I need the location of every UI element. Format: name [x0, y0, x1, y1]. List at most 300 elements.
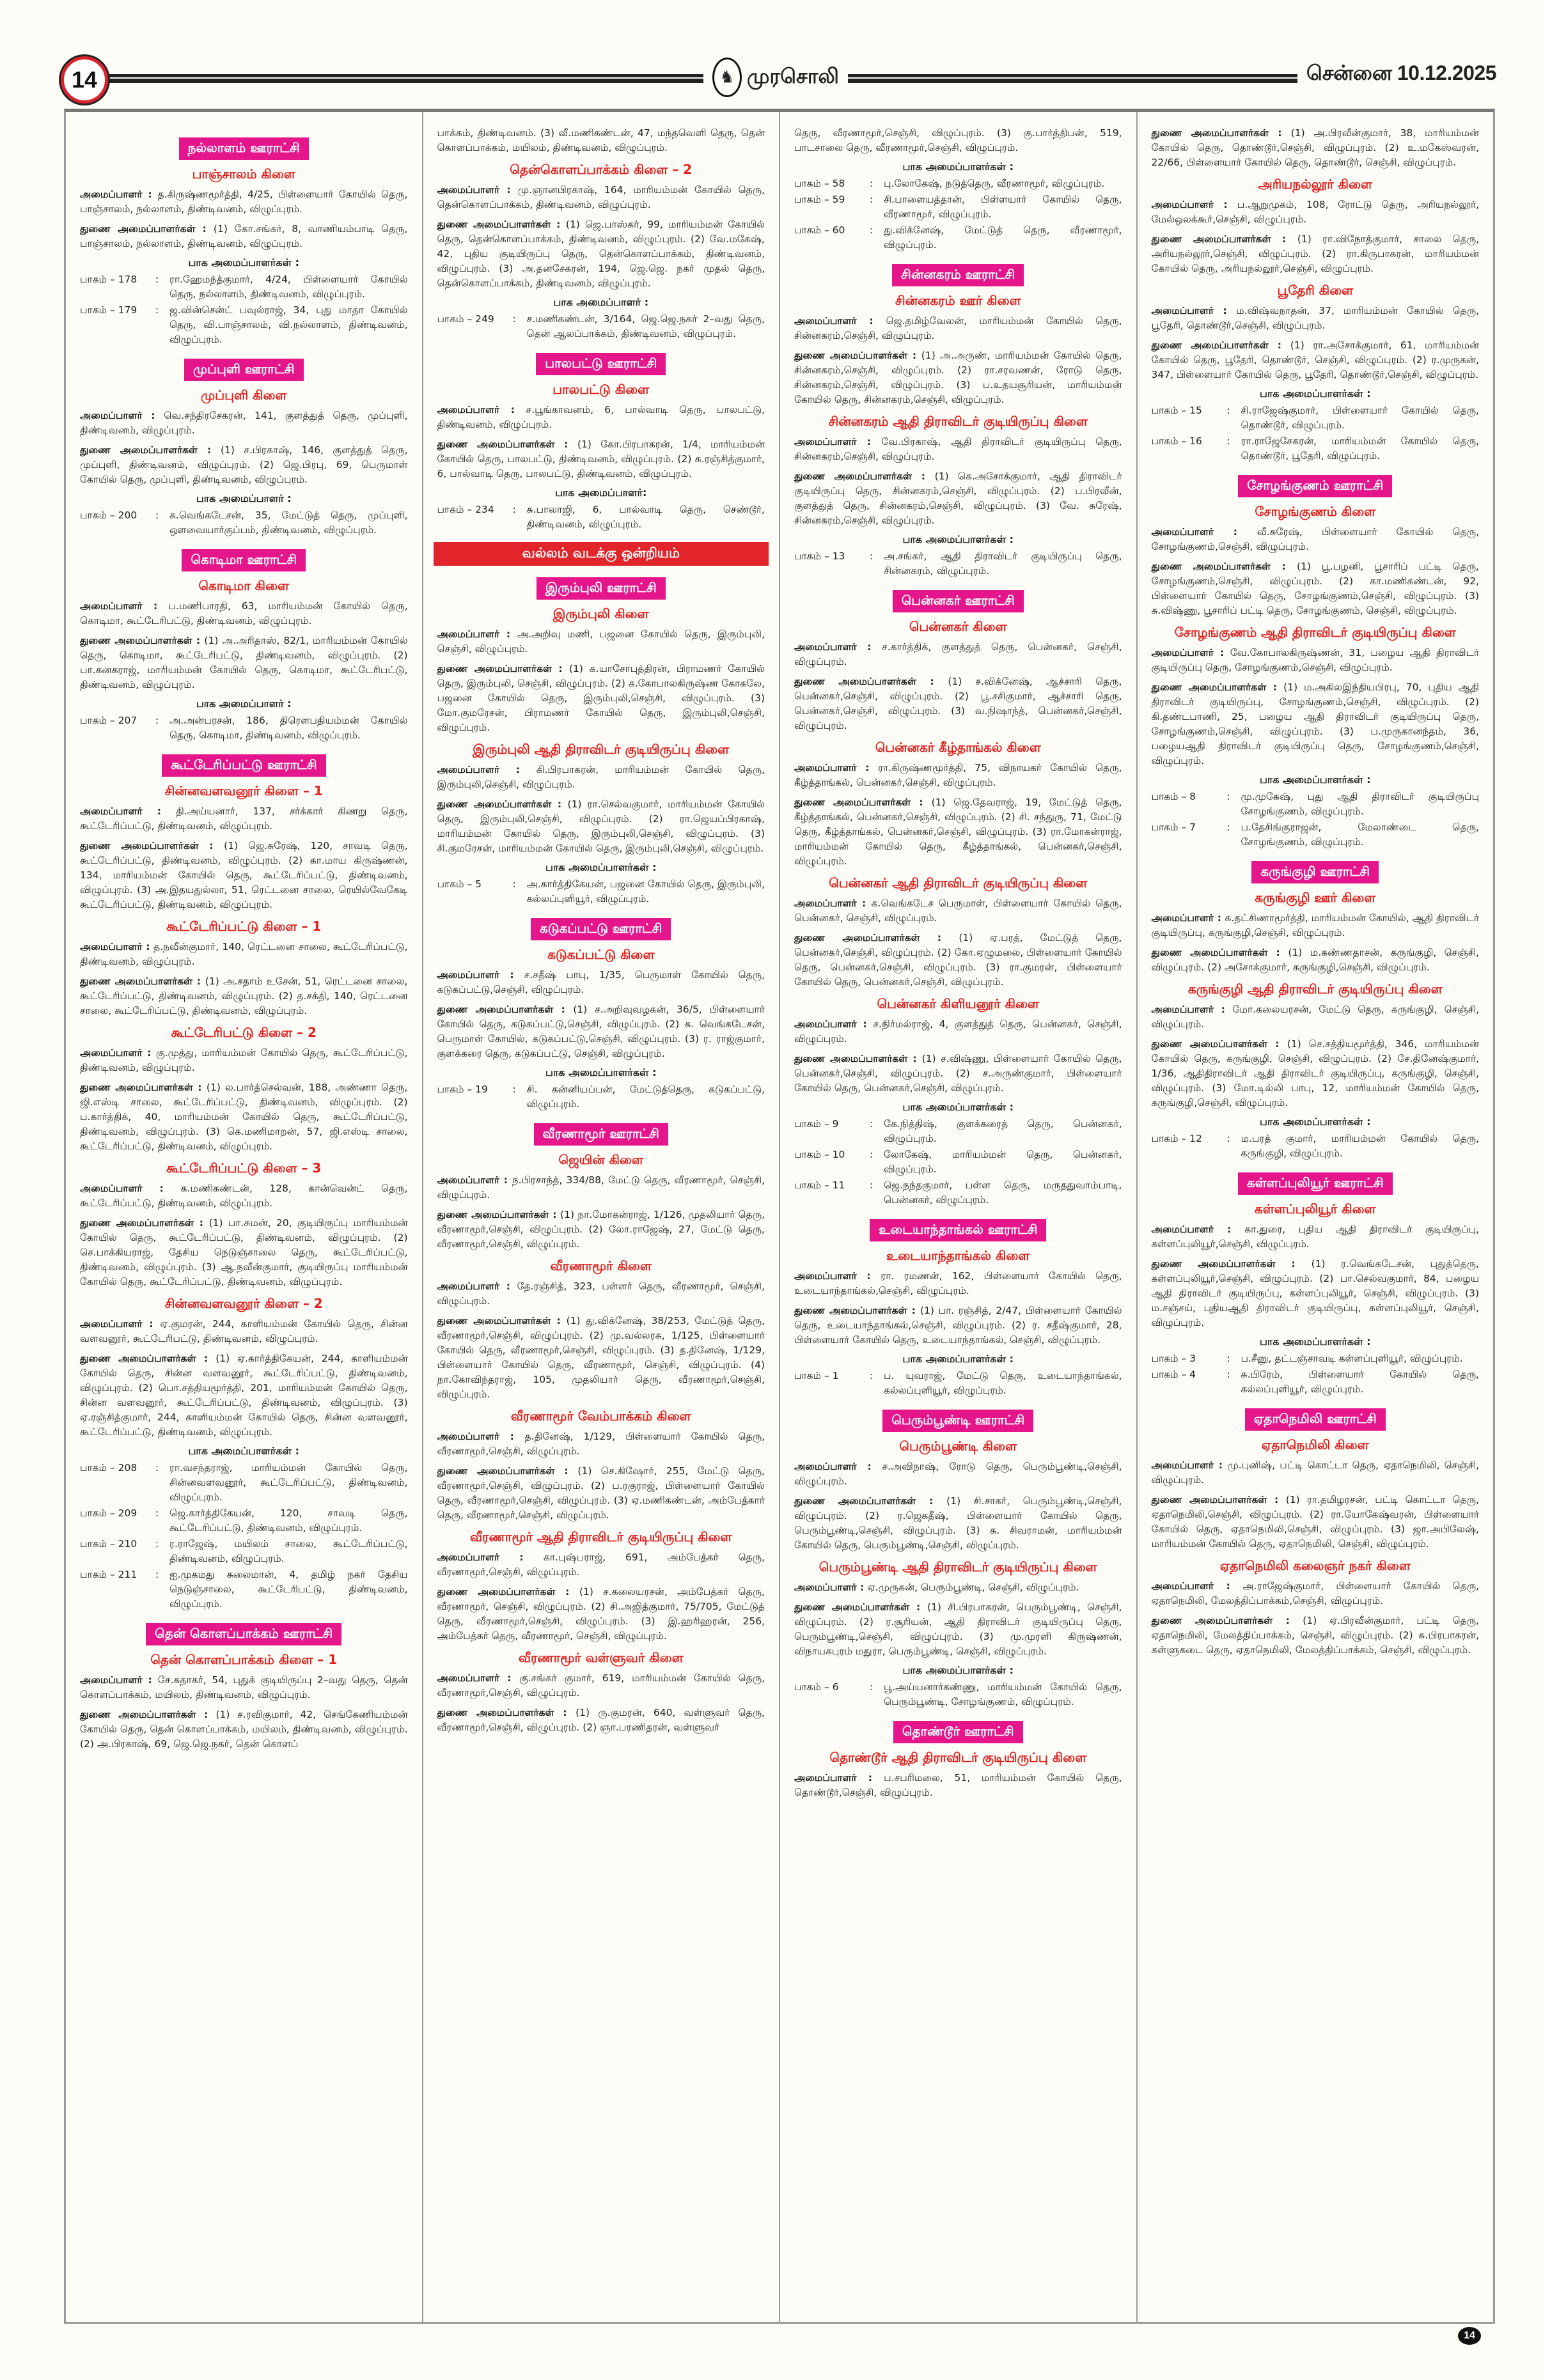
organizer-entry: [437, 1279, 765, 1309]
entry-label: அமைப்பாளர் :: [437, 1672, 519, 1684]
branch-heading: ஜெயின் கிளை: [558, 1152, 643, 1167]
organizer-entry: [437, 403, 765, 432]
booth-number: பாகம் – 179: [80, 304, 137, 316]
booth-entry: [794, 1369, 1122, 1398]
booth-organizer: து.விக்னேஷ், மேட்டுத் தெரு, வீரணாமூர், விழுப்புரம்.: [884, 224, 1122, 251]
entry-label: துணை அமைப்பாளர்கள் :: [794, 932, 959, 944]
branch-heading: ஏதாநெமிலி கலைஞர் நகர் கிளை: [1219, 1558, 1411, 1573]
entry-label: அமைப்பாளர் :: [437, 1552, 544, 1563]
separator: :: [870, 1149, 873, 1160]
entry-text: (1) ச.அறிவுவழகன், 36/5, பிள்ளையார் கோயில் தெரு, கடுகப்பட்டு,செஞ்சி, விழுப்புரம். (2) சு. வெங்கடேசன், பெருமாள் கோயில், கடுகப்பட்டு,செஞ்சி, விழுப்புரம். (3) ர. ராஜ்குமார், குளக்கரை தெரு, கடுகப்பட்டு, செஞ்சி, விழுப்புரம்.: [437, 1004, 765, 1059]
booth-entry: [80, 272, 408, 302]
branch-heading: பென்னகர் ஆதி திராவிடர் குடியிருப்பு கிளை: [829, 875, 1088, 891]
separator: :: [155, 1507, 159, 1519]
entry-label: அமைப்பாளர் :: [794, 1772, 884, 1784]
entry-text: (1) சி.பிரபாகரன், பெரும்பூண்டி, செஞ்சி, விழுப்புரம். (2) ர.சூரியன், ஆதி திராவிடர் குடியிருப்பு தெரு, பெரும்பூண்டி,செஞ்சி, விழுப்புரம். (3) மு.முரளி கிருஷ்ணன், விநாயகபுரம் மதுரா, பெரும்பூண்டி, செஞ்சி, விழுப்புரம்.: [794, 1601, 1122, 1657]
entry-label: அமைப்பாளர் :: [80, 1183, 181, 1194]
separator: :: [155, 715, 159, 726]
entry-text: க.வெங்கடேச பெருமாள், பிள்ளையார் கோயில் தெரு, பென்னகர், செஞ்சி, விழுப்புரம்.: [794, 898, 1122, 924]
entry-text: ப.மணிபாரதி, 63, மாரியம்மன் கோயில் தெரு, கொடிமா, கூட்டேரிபட்டு, திண்டிவனம், விழுப்புரம்.: [80, 600, 408, 626]
organizer-entry: [794, 1459, 1122, 1489]
entry-label: துணை அமைப்பாளர்கள் :: [80, 1082, 207, 1093]
branch-heading: இரும்புலி ஆதி திராவிடர் குடியிருப்பு கிளை: [473, 742, 730, 757]
branch-heading: கொடிமா கிளை: [198, 578, 290, 593]
entry-text: (1) து.விக்னேஷ், 38/253, மேட்டுத் தெரு, வீரணாமூர்,செஞ்சி, விழுப்புரம். (2) மு.வல்லரசு, 1/125, பிள்ளையார் கோயில் தெரு, வீரணாமூர்,செஞ்சி, விழுப்புரம். (3) த.தினேஷ், 1/129, பிள்ளையார் கோயில் தெரு, வீரணாமூர், செஞ்சி, விழுப்புரம். (4) நா.கோவிந்தராஜ், 105, முதலியார் தெரு, வீரணாமூர்,செஞ்சி, விழுப்புரம்.: [437, 1315, 765, 1400]
organizer-entry: [437, 763, 765, 792]
booth-organizer: லோகேஷ், மாரியம்மன் தெரு, பென்னகர், விழுப்புரம்.: [884, 1149, 1122, 1175]
organizer-entry: [80, 599, 408, 628]
booth-number: பாகம் – 211: [80, 1569, 137, 1580]
separator: :: [512, 504, 516, 515]
separator: :: [1226, 791, 1230, 802]
organizer-entry: [794, 1580, 1122, 1595]
booth-number: பாகம் – 9: [794, 1118, 839, 1130]
deputy-organizers-entry: [794, 1052, 1122, 1096]
deputy-organizers-entry: [794, 931, 1122, 990]
booth-organizer: க.வெங்கடேசன், 35, மேட்டுத் தெரு, முப்புளி, ஔவையார்குப்பம், திண்டிவனம், விழுப்புரம்.: [169, 509, 408, 536]
entry-label: துணை அமைப்பாளர்கள் :: [80, 444, 221, 456]
article-columns: [64, 109, 1495, 2324]
panchayat-name: உடையாந்தாங்கல் ஊராட்சி: [870, 1219, 1046, 1241]
booth-entry: [437, 312, 765, 341]
entry-label: துணை அமைப்பாளர்கள் :: [1151, 127, 1291, 139]
deputy-organizers-entry: [1152, 1614, 1480, 1658]
booth-number: பாகம் – 12: [1151, 1133, 1202, 1144]
organizer-entry: [794, 640, 1122, 669]
booth-number: பாகம் – 11: [794, 1179, 845, 1191]
panchayat-name: கடுகப்பட்டு ஊராட்சி: [531, 918, 671, 940]
entry-text: க.தட்சிணாமூர்த்தி, மாரியம்மன் கோயில், ஆதி திராவிடர் குடியிருப்பு, கருங்குழி,செஞ்சி, விழுப்புரம்.: [1151, 912, 1479, 938]
branch-heading: பெரும்பூண்டி கிளை: [899, 1438, 1017, 1454]
booth-subheading: பாக அமைப்பாளர்கள் :: [902, 533, 1014, 545]
panchayat-heading: [1152, 1408, 1480, 1431]
entry-text: (1) அ.சதாம் உசேன், 51, ரெட்டனை சாலை, கூட்டேரிப்பட்டு, திண்டிவனம், விழுப்புரம். (2) த.சக்தி, 140, ரெட்டனை சாலை, கூட்டேரிப்பட்டு, திண்டிவனம், விழுப்புரம்.: [80, 976, 408, 1016]
entry-label: அமைப்பாளர் :: [80, 941, 154, 953]
booth-number: பாகம் – 10: [794, 1149, 845, 1160]
deputy-organizers-entry: [80, 839, 408, 912]
organizer-entry: [1152, 1458, 1480, 1488]
entry-label: துணை அமைப்பாளர்கள் :: [437, 1209, 561, 1220]
entry-label: அமைப்பாளர் :: [437, 1431, 525, 1442]
entry-label: அமைப்பாளர் :: [1151, 1004, 1233, 1015]
entry-label: துணை அமைப்பாளர்கள் :: [437, 439, 578, 450]
panchayat-name: பாலபட்டு ஊராட்சி: [536, 353, 666, 375]
panchayat-heading: [80, 1623, 408, 1645]
entry-label: அமைப்பாளர் :: [794, 315, 886, 327]
booth-organizer: ரா.வசந்தராஜ், மாரியம்மன் கோயில் தெரு, சின்னவளவனூர், கூட்டேரிப்பட்டு, திண்டிவனம், விழுப்புரம்.: [169, 1462, 408, 1503]
entry-text: மோ.கலையரசன், மேட்டு தெரு, கருங்குழி, செஞ்சி, விழுப்புரம்.: [1151, 1004, 1480, 1030]
organizer-entry: [437, 1671, 765, 1700]
branch-heading: வீரணாமூர் ஆதி திராவிடர் குடியிருப்பு கிளை: [469, 1529, 732, 1544]
booth-number: பாகம் – 178: [80, 274, 137, 285]
organizer-entry: [437, 968, 765, 997]
entry-text: (1) கோ.சங்கர், 8, வாணியம்பாடி தெரு, பாஞ்சாலம், நல்லாளம், திண்டிவனம், விழுப்புரம்.: [80, 223, 408, 249]
branch-heading: கருங்குழி ஊர் கிளை: [1255, 890, 1376, 905]
organizer-entry: [80, 187, 408, 217]
deputy-organizers-entry: [437, 1706, 765, 1735]
entry-label: அமைப்பாளர் :: [80, 410, 164, 421]
booth-entry: [794, 549, 1122, 579]
organizer-entry: [1152, 911, 1480, 940]
deputy-organizers-entry: [1152, 126, 1480, 170]
organizer-entry: [80, 940, 408, 969]
entry-text: (1) ரா.செல்வகுமார், மாரியம்மன் கோயில் தெரு, இரும்புலி,செஞ்சி, விழுப்புரம். (2) ரா.ஜெயப்பிரகாஷ், மாரியம்மன் கோயில் தெரு, இரும்புலி,செஞ்சி, விழுப்புரம். (3) சி.குமரேசன், மாரியம்மன் கோயில் தெரு, இரும்புலி,செஞ்சி, விழுப்புரம்.: [437, 798, 765, 854]
entry-text: (1) ச.பிரகாஷ், 146, குளத்துத் தெரு, முப்புளி, திண்டிவனம், விழுப்புரம். (2) ஜெ.பிரபு, 69, பெருமாள் கோயில் தெரு, முப்புளி, திண்டிவனம், விழுப்புரம்.: [80, 444, 408, 485]
separator: :: [1226, 405, 1230, 416]
entry-text: (1) ஜெ.சுரேஷ், 120, சாவடி தெரு, கூட்டேரிப்பட்டு, திண்டிவனம், விழுப்புரம். (2) கா.மாய கிருஷ்ணன், 134, மாரியம்மன் கோயில் தெரு, கூட்டேரிப்பட்டு, திண்டிவனம், விழுப்புரம். (3) அ.இதயதுல்லா, 51, ரெட்டனை சாலை, ரெயில்வேகேடி கூட்டேரிப்பட்டு, திண்டிவனம், விழுப்புரம்.: [80, 840, 408, 910]
booth-organizer: அ.கார்த்திகேயன், பஜனை கோயில் தெரு, இரும்புலி, கல்லப்புளியூர், விழுப்புரம்.: [526, 878, 765, 905]
entry-label: துணை அமைப்பாளர்கள் :: [80, 976, 205, 987]
deputy-organizers-entry: [1152, 1037, 1480, 1110]
entry-text: (1) ஏ.பரத், மேட்டுத் தெரு, பென்னகர்,செஞ்சி, விழுப்புரம். (2) கோ.ஏழுமலை, பிள்ளையார் கோயில் தெரு, பென்னகர்,செஞ்சி, விழுப்புரம். (3) ரா.குமரன், பிள்ளையார் கோயில் தெரு, பென்னகர்,செஞ்சி, விழுப்புரம்.: [794, 932, 1122, 988]
branch-heading: பூதேரி கிளை: [1277, 283, 1354, 298]
booth-number: பாகம் – 8: [1151, 791, 1196, 802]
booth-number: பாகம் – 7: [1151, 821, 1196, 833]
organizer-entry: [794, 435, 1122, 464]
entry-text: ச.பூங்காவனம், 6, பால்வாடி தெரு, பாலபட்டு, திண்டிவனம், விழுப்புரம்.: [437, 404, 765, 430]
branch-heading: சின்னகரம் ஆதி திராவிடர் குடியிருப்பு கிளை: [828, 414, 1088, 429]
booth-entry: [437, 877, 765, 906]
column-1: [66, 112, 423, 2322]
branch-heading: கருங்குழி ஆதி திராவிடர் குடியிருப்பு கிளை: [1187, 981, 1443, 997]
deputy-organizers-entry: [794, 1303, 1122, 1348]
booth-subheading: பாக அமைப்பாளர்கள் :: [1260, 774, 1371, 786]
entry-text: வே.கோபாலகிருஷ்ணன், 31, பழைய ஆதி திராவிடர் குடியிருப்பு தெரு, சோழங்குணம்,செஞ்சி, விழுப்புரம்.: [1151, 647, 1479, 673]
branch-heading: பாஞ்சாலம் கிளை: [192, 166, 295, 182]
entry-text: (1) ல.பார்த்செல்வன், 188, அண்ணா தெரு, ஜி.எஸ்டி சாலை, கூட்டேரிப்பட்டு, திண்டிவனம், விழுப்புரம். (2) ப.கார்த்திக், 40, மாரியம்மன் கோயில் தெரு, கூட்டேரிப்பட்டு, திண்டிவனம், விழுப்புரம். (3) கெ.மணிமாறன், 57, ஜி.எஸ்டி சாலை, கூட்டேரிப்பட்டு, திண்டிவனம், விழுப்புரம்.: [80, 1082, 408, 1152]
branch-heading: வீரணாமூர் வேம்பாக்கம் கிளை: [510, 1408, 691, 1424]
entry-text: ஜெ.தமிழ்வேலன், மாரியம்மன் கோயில் தெரு, சின்னகரம்,செஞ்சி, விழுப்புரம்.: [794, 315, 1122, 341]
booth-entry: [1152, 820, 1480, 850]
entry-label: துணை அமைப்பாளர்கள் :: [437, 663, 569, 674]
deputy-organizers-entry: [1152, 945, 1480, 975]
branch-heading: முப்புளி கிளை: [201, 387, 287, 403]
entry-label: துணை அமைப்பாளர்கள் :: [437, 1004, 574, 1015]
separator: :: [870, 550, 873, 562]
deputy-organizers-entry: [1152, 680, 1480, 768]
entry-label: அமைப்பாளர் :: [794, 898, 872, 909]
entry-text: (1) ரு.குமரன், 640, வள்ளுவர் தெரு, வீரணாமூர்,செஞ்சி, விழுப்புரம். (2) ஞா.பரணிதரன், வள்ளுவர்: [437, 1707, 765, 1733]
entry-label: துணை அமைப்பாளர்கள் :: [437, 798, 568, 810]
entry-text: கு.முத்து, மாரியம்மன் கோயில் தெரு, கூட்டேரிப்பட்டு, திண்டிவனம், விழுப்புரம்.: [80, 1047, 408, 1073]
booth-organizer: ப.சீனு, தட்டஞ்சாவடி கள்ளப்புளியூர், விழுப்புரம்.: [1241, 1353, 1463, 1364]
entry-label: அமைப்பாளர் :: [1151, 1580, 1243, 1592]
deputy-organizers-entry: [1152, 232, 1480, 276]
entry-label: துணை அமைப்பாளர்கள் :: [437, 1707, 576, 1718]
separator: :: [870, 224, 873, 236]
entry-label: அமைப்பாளர் :: [1151, 526, 1257, 538]
entry-text: வீ.சுரேஷ், பிள்ளையார் கோயில் தெரு, சோழங்குணம்,செஞ்சி, விழுப்புரம்.: [1151, 526, 1479, 552]
entry-label: அமைப்பாளர் :: [437, 404, 526, 416]
branch-heading: பாலபட்டு கிளை: [552, 382, 650, 397]
deputy-organizers-entry: [437, 662, 765, 735]
entry-text: (1) க.யாசோபுத்திரன், பிராமணர் கோயில் தெரு, இரும்புலி, செஞ்சி, விழுப்புரம். (2) க.கோபாலகிருஷ்ண கோகலே, பஜனை கோயில் தெரு, இரும்புலி,செஞ்சி, விழுப்புரம். (3) மோ.குமரேசன், பிராமணர் கோயில் தெரு, இரும்புலி,செஞ்சி, விழுப்புரம்.: [437, 663, 765, 733]
deputy-organizers-entry: [1152, 1493, 1480, 1552]
booth-number: பாகம் – 208: [80, 1462, 137, 1474]
organizer-entry: [1152, 1002, 1480, 1032]
separator: :: [870, 178, 873, 189]
booth-entry: [1152, 403, 1480, 433]
booth-subheading: பாக அமைப்பாளர்கள் :: [1260, 387, 1371, 400]
newspaper-name: முரசொலி: [747, 64, 839, 88]
entry-text: தே.ரஞ்சித், 323, பள்ளர் தெரு, வீரணாமூர், செஞ்சி, விழுப்புரம்.: [437, 1280, 765, 1307]
booth-subheading: பாக அமைப்பாளர்கள் :: [545, 1066, 657, 1078]
separator: :: [155, 1538, 159, 1550]
column-2: [423, 112, 781, 2322]
organizer-entry: [80, 408, 408, 438]
booth-organizer: சி. கன்னியப்பன், மேட்டுத்தெரு, கடுகப்பட்டு, விழுப்புரம்.: [526, 1084, 765, 1110]
deputy-organizers-entry: [437, 1002, 765, 1061]
deputy-organizers-entry: [437, 1208, 765, 1252]
booth-entry: [80, 1537, 408, 1566]
entry-text: (1) செ.சத்தியமூர்த்தி, 346, மாரியம்மன் கோயில் தெரு, கருங்குழி, செஞ்சி, விழுப்புரம். (2) சே.தினேஷ்குமார், 1/36, ஆதிதிராவிடர் ஆதி திராவிடர் குடியிருப்பு, கருங்குழி, செஞ்சி, விழுப்புரம். (3) மோ.டில்லி பாபு, 12, மாரியம்மன் கோயில் தெரு, கருங்குழி,செஞ்சி, விழுப்புரம்.: [1151, 1038, 1479, 1108]
booth-entry: [794, 1680, 1122, 1709]
entry-label: அமைப்பாளர் :: [437, 628, 517, 640]
entry-text: (1) சி.சாகர், பெரும்பூண்டி,செஞ்சி, விழுப்புரம். (2) ர.ஜெகதீஷ், பிள்ளையார் கோயில் தெரு, பெரும்பூண்டி,செஞ்சி, விழுப்புரம். (3) சு. சிவராமன், மாரியம்மன் கோயில் தெரு, பெரும்பூண்டி,செஞ்சி, விழுப்புரம்.: [794, 1495, 1122, 1551]
booth-number: பாகம் – 4: [1151, 1369, 1196, 1380]
organizer-entry: [437, 627, 765, 657]
entry-label: துணை அமைப்பாளர்கள் :: [437, 1586, 579, 1598]
panchayat-name: தென் கொளப்பாக்கம் ஊராட்சி: [146, 1623, 341, 1645]
booth-subheading: பாக அமைப்பாளர்:: [555, 486, 647, 499]
organizer-entry: [794, 1771, 1122, 1800]
branch-heading: தென் கொளப்பாக்கம் கிளை – 1: [150, 1652, 338, 1667]
page-number-badge: 14: [61, 56, 108, 104]
entry-text: வெ.சந்திரசேகரன், 141, குளத்துத் தெரு, முப்புளி, திண்டிவனம், விழுப்புரம்.: [80, 410, 408, 436]
dateline: சென்னை 10.12.2025: [1297, 61, 1496, 88]
entry-label: அமைப்பாளர் :: [794, 1018, 873, 1030]
deputy-organizers-entry: [794, 1600, 1122, 1659]
panchayat-heading: [80, 754, 408, 777]
booth-number: பாகம் – 5: [437, 878, 482, 890]
booth-entry: [794, 1117, 1122, 1146]
entry-text: (1) ம.கண்ணதாசன், கருங்குழி, செஞ்சி, விழுப்புரம். (2) அசோக்குமார், கருங்குழி,செஞ்சி, விழுப்புரம்.: [1151, 947, 1479, 973]
entry-label: அமைப்பாளர் :: [437, 969, 524, 981]
separator: :: [155, 1462, 159, 1474]
deputy-organizers-entry: [80, 222, 408, 251]
entry-label: அமைப்பாளர் :: [794, 1461, 882, 1472]
entry-text: ம.விஷ்வநாதன், 37, மாரியம்மன் கோயில் தெரு, பூதேரி, தொண்டூர்,செஞ்சி, விழுப்புரம்.: [1151, 305, 1480, 331]
separator: :: [512, 878, 516, 890]
entry-text: (1) அ.பிரவீன்குமார், 38, மாரியம்மன் கோயில் தெரு, தொண்டூர்,செஞ்சி, விழுப்புரம். (2) உ.மகேஸ்வரன், 22/66, பிள்ளையார் கோயில் தெரு, தொண்டூர், செஞ்சி, விழுப்புரம்.: [1151, 127, 1479, 168]
booth-entry: [794, 176, 1122, 191]
entry-text: சே.சுதாகர், 54, புதுக் குடியிருப்பு 2–வது தெரு, தென் கொளப்பாக்கம், மயிலம், திண்டிவனம், விழுப்புரம்.: [80, 1674, 408, 1700]
booth-subheading: பாக அமைப்பாளர்கள் :: [545, 861, 657, 873]
booth-organizer: பு.லோகேஷ், நடுத்தெரு, வீரணாமூர், விழுப்புரம்.: [884, 178, 1105, 189]
entry-label: அமைப்பாளர் :: [794, 762, 878, 774]
separator: :: [870, 1179, 873, 1191]
organizer-entry: [80, 1181, 408, 1211]
organizer-entry: [1152, 525, 1480, 554]
panchayat-name: கள்ளப்புலியூர் ஊராட்சி: [1238, 1172, 1393, 1195]
deputy-organizers-entry: [80, 1351, 408, 1440]
booth-subheading: பாக அமைப்பாளர்கள் :: [188, 1445, 299, 1457]
entry-text: (1) ஜெ.தேவராஜ், 19, மேட்டுத் தெரு, கீழ்த்தாங்கல், பென்னகர்,செஞ்சி, விழுப்புரம். (2) சி. சந்துரு, 71, மேட்டு தெரு, கீழ்த்தாங்கல், பென்னகர்,செஞ்சி, விழுப்புரம். (3) ரா.மோகன்ராஜ், மாரியம்மன் கோயில் தெரு, கீழ்த்தாங்கல், பென்னகர்,செஞ்சி, விழுப்புரம்.: [794, 797, 1122, 867]
organizer-entry: [1152, 646, 1480, 675]
booth-number: பாகம் – 234: [437, 504, 494, 515]
booth-entry: [437, 502, 765, 532]
booth-entry: [80, 303, 408, 347]
booth-organizer: சு.பிரேம், பிள்ளையார் கோயில் தெரு, கல்லப்புளியூர், விழுப்புரம்.: [1241, 1369, 1479, 1395]
column-3: [780, 112, 1138, 2322]
union-heading: வல்லம் வடக்கு ஒன்றியம்: [434, 542, 769, 566]
entry-text: (1) பா.சுமன், 20, குடியிருப்பு மாரியம்மன் கோயில் தெரு, கூட்டேரிப்பட்டு, திண்டிவனம், விழுப்புரம். (2) செ.பாக்கியராஜ், தேசிய நெடுஞ்சாலை தெரு, கூட்டேரிப்பட்டு, திண்டிவனம், விழுப்புரம். (3) ஆ.நவீன்குமார், குடியிருப்பு மாரியம்மன் கோயில் தெரு, கூட்டேரிப்பட்டு, திண்டிவனம், விழுப்புரம்.: [80, 1217, 408, 1287]
entry-label: துணை அமைப்பாளர்கள் :: [437, 1315, 567, 1326]
entry-text: ஏ.குமரன், 244, காளியம்மன் கோயில் தெரு, சின்ன வளவனூர், கூட்டேரிபட்டு, திண்டிவனம், விழுப்புரம்.: [80, 1318, 408, 1344]
booth-entry: [794, 1147, 1122, 1177]
booth-subheading: பாக அமைப்பாளர்கள் :: [1260, 1335, 1371, 1348]
entry-label: அமைப்பாளர் :: [80, 600, 169, 612]
separator: :: [155, 274, 159, 285]
entry-text: வே.பிரகாஷ், ஆதி திராவிடர் குடியிருப்பு தெரு, சின்னகரம்,செஞ்சி, விழுப்புரம்.: [794, 436, 1122, 462]
deputy-organizers-entry: [794, 348, 1122, 407]
entry-label: துணை அமைப்பாளர்கள் :: [80, 1217, 209, 1229]
deputy-organizers-entry: [794, 674, 1122, 733]
entry-text: ப.சபரிமலை, 51, மாரியம்மன் கோயில் தெரு, தொண்டூர்,செஞ்சி, விழுப்புரம்.: [794, 1772, 1122, 1798]
entry-text: தி.அய்யனார், 137, சர்க்கார் கிணறு தெரு, கூட்டேரிப்பட்டு, திண்டிவனம், விழுப்புரம்.: [80, 805, 408, 832]
branch-heading: பென்னகர் கிளியனூர் கிளை: [877, 996, 1039, 1011]
entry-text: த.தினேஷ், 1/129, பிள்ளையார் கோயில் தெரு, வீரணாமூர்,செஞ்சி, விழுப்புரம்.: [437, 1431, 765, 1457]
panchayat-heading: [437, 1123, 765, 1146]
booth-subheading: பாக அமைப்பாளர் :: [553, 296, 649, 308]
booth-organizer: ப.தேசிங்குராஜன், மேலாண்டை தெரு, சோழங்குணம், விழுப்புரம்.: [1241, 821, 1479, 848]
booth-number: பாகம் – 13: [794, 550, 845, 562]
booth-number: பாகம் – 3: [1151, 1353, 1196, 1364]
entry-text: ச.நிர்மல்ராஜ், 4, குளத்துத் தெரு, பென்னகர், செஞ்சி, விழுப்புரம்.: [794, 1018, 1122, 1045]
branch-heading: தென்கொளப்பாக்கம் கிளை – 2: [510, 162, 693, 177]
entry-text: (1) ரா.விநோத்குமார், சாலை தெரு, அரியநல்லூர்,செஞ்சி, விழுப்புரம். (2) ரா.கிருபாகரன், மாரியம்மன் கோயில் தெரு, அரியநல்லூர்,செஞ்சி, விழுப்புரம்.: [1151, 233, 1479, 274]
entry-label: துணை அமைப்பாளர்கள் :: [794, 471, 935, 482]
branch-heading: உடையாந்தாங்கல் கிளை: [886, 1248, 1030, 1263]
entry-text: (1) ச.விஷ்ணு, பிள்ளையார் கோயில் தெரு, பென்னகர்,செஞ்சி, விழுப்புரம். (2) ச.அருண்குமார், பிள்ளையார் கோயில் தெரு, பென்னகர்,செஞ்சி, விழுப்புரம்.: [794, 1053, 1122, 1094]
booth-organizer: ரா.ராஜேசேகரன், மாரியம்மன் கோயில் தெரு, தொண்டூர், பூதேரி, விழுப்புரம்.: [1241, 435, 1479, 462]
entry-label: அமைப்பாளர் :: [794, 436, 882, 447]
entry-text: கா.புஷ்பராஜ், 691, அம்பேத்கர் தெரு, வீரணாமூர்,செஞ்சி, விழுப்புரம்.: [437, 1552, 765, 1578]
booth-number: பாகம் – 210: [80, 1538, 137, 1550]
panchayat-name: ஏதாநெமிலி ஊராட்சி: [1245, 1408, 1386, 1431]
entry-label: அமைப்பாளர் :: [794, 1270, 881, 1282]
branch-heading: ஏதாநெமிலி கிளை: [1261, 1437, 1369, 1452]
entry-label: அமைப்பாளர் :: [437, 764, 537, 775]
organizer-entry: [437, 1550, 765, 1580]
booth-organizer: ச.மணிகண்டன், 3/164, ஜெ.ஜெ.நகர் 2–வது தெரு, தென் ஆலப்பாக்கம், திண்டிவனம், விழுப்புரம்.: [526, 313, 765, 339]
entry-label: அமைப்பாளர் :: [794, 1582, 868, 1593]
separator: :: [512, 1084, 516, 1095]
branch-heading: வீரணாமூர் கிளை: [550, 1258, 652, 1273]
footer-page-number: 14: [1458, 2327, 1481, 2345]
panchayat-name: கருங்குழி ஊராட்சி: [1251, 861, 1379, 883]
entry-text: கி.பிரபாகரன், மாரியம்மன் கோயில் தெரு, இரும்புலி,செஞ்சி, விழுப்புரம்.: [437, 764, 765, 790]
booth-number: பாகம் – 209: [80, 1507, 137, 1519]
panchayat-heading: [794, 1219, 1122, 1241]
organizer-entry: [1152, 1579, 1480, 1608]
entry-text: (1) ம.அகிலஇந்தியபிரபு, 70, புதிய ஆதி திராவிடர் குடியிருப்பு, சோழங்குணம்,செஞ்சி, விழுப்புரம். (2) கி.தண்டபாணி, 25, பழைய ஆதி திராவிடர் குடியிருப்பு தெரு, சோழங்குணம்,செஞ்சி, விழுப்புரம். (3) ப.முருகானந்தம், 36, பழையஆதி திராவிடர் குடியிருப்பு தெரு, சோழங்குணம்,செஞ்சி, விழுப்புரம்.: [1151, 681, 1479, 766]
newspaper-logo: [703, 58, 848, 97]
separator: :: [870, 194, 873, 205]
booth-entry: [80, 1506, 408, 1536]
booth-number: பாகம் – 59: [794, 194, 845, 205]
entry-label: அமைப்பாளர் :: [80, 805, 176, 817]
booth-subheading: பாக அமைப்பாளர்கள் :: [1260, 1116, 1371, 1128]
booth-number: பாகம் – 6: [794, 1681, 839, 1693]
branch-heading: சோழங்குணம் கிளை: [1255, 504, 1376, 519]
organizer-entry: [80, 804, 408, 834]
entry-label: துணை அமைப்பாளர்கள் :: [794, 1601, 927, 1613]
booth-organizer: ஜெ.கார்த்திகேயன், 120, சாவடி தெரு, கூட்டேரிப்பட்டு, திண்டிவனம், விழுப்புரம்.: [169, 1507, 408, 1534]
entry-label: துணை அமைப்பாளர்கள் :: [437, 219, 566, 230]
entry-label: துணை அமைப்பாளர்கள் :: [794, 350, 921, 361]
entry-text: க.மணிகண்டன், 128, கான்வென்ட் தெரு, கூட்டேரிப்பட்டு, திண்டிவனம், விழுப்புரம்.: [80, 1183, 408, 1209]
entry-text: (1) பா. ரஞ்சித், 2/47, பிள்ளையார் கோயில் தெரு, உடையாந்தாங்கல்,செஞ்சி, விழுப்புரம். (2) ர. சதீஷ்குமார், 28, பிள்ளையார் கோயில் தெரு, உடையாந்தாங்கல், செஞ்சி, விழுப்புரம்.: [794, 1305, 1122, 1346]
entry-label: அமைப்பாளர் :: [1151, 1459, 1228, 1471]
branch-heading: தொண்டூர் ஆதி திராவிடர் குடியிருப்பு கிளை: [829, 1750, 1087, 1765]
entry-label: துணை அமைப்பாளர்கள் :: [1151, 1258, 1312, 1270]
entry-text: (1) ச.கலையரசன், அம்பேத்கர் தெரு, வீரணாமூர், செஞ்சி, விழுப்புரம். (2) சி.அஜித்குமார், 75/705, மேட்டுத் தெரு, வீரணாமூர்,செஞ்சி, விழுப்புரம். (3) இ.ஹரிஹரன், 256, அம்பேத்கர் தெரு, வீரணாமூர், செஞ்சி, விழுப்புரம்.: [437, 1586, 765, 1642]
booth-number: பாகம் – 207: [80, 715, 137, 726]
separator: :: [512, 313, 516, 325]
booth-organizer: ரா.ஹேமந்த்குமார், 4/24, பிள்ளையார் கோயில் தெரு, நல்லாளம், திண்டிவனம், விழுப்புரம்.: [169, 274, 408, 300]
booth-entry: [1152, 1132, 1480, 1161]
entry-label: துணை அமைப்பாளர்கள் :: [794, 1305, 920, 1316]
organizer-entry: [794, 1017, 1122, 1046]
separator: :: [155, 509, 159, 521]
entry-text: ப.ஆறுமுகம், 108, ரோட்டு தெரு, அரியநல்லூர், மேல்ஒலக்கூர்,செஞ்சி, விழுப்புரம்.: [1151, 199, 1479, 225]
entry-text: த.கிருஷ்ணமூர்த்தி, 4/25, பிள்ளையார் கோயில் தெரு, பாஞ்சாலம், நல்லாளம், திண்டிவனம், விழுப்புரம்.: [80, 189, 408, 215]
organizer-entry: [794, 1269, 1122, 1298]
entry-label: அமைப்பாளர் :: [1151, 1224, 1245, 1235]
organizer-entry: [437, 183, 765, 212]
entry-label: அமைப்பாளர் :: [80, 1674, 158, 1686]
entry-text: (1) கெ.அசோக்குமார், ஆதி திராவிடர் குடியிருப்பு தெரு, சின்னகரம்,செஞ்சி, விழுப்புரம். (2) ப.பிரவீன், குளத்துத் தெரு, சின்னகரம்,செஞ்சி, விழுப்புரம். (3) வே. சுரேஷ், சின்னகரம்,செஞ்சி, விழுப்புரம்.: [794, 471, 1122, 526]
booth-number: பாகம் – 249: [437, 313, 494, 325]
organizer-entry: [80, 1317, 408, 1346]
deputy-organizers-entry: [794, 469, 1122, 528]
entry-label: துணை அமைப்பாளர்கள் :: [1151, 681, 1284, 693]
booth-organizer: மு.முகேஷ், புது ஆதி திராவிடர் குடியிருப்பு சோழங்குணம், விழுப்புரம்.: [1241, 791, 1479, 817]
booth-number: பாகம் – 200: [80, 509, 137, 521]
separator: :: [1226, 1353, 1230, 1364]
separator: :: [870, 1118, 873, 1130]
booth-entry: [80, 1461, 408, 1505]
entry-label: துணை அமைப்பாளர்கள் :: [80, 1709, 216, 1720]
panchayat-heading: [437, 353, 765, 375]
panchayat-name: பெரும்பூண்டி ஊராட்சி: [882, 1410, 1033, 1432]
entry-text: (1) நா.மோகன்ராஜ், 1/126, முதலியார் தெரு, வீரணாமூர்,செஞ்சி, விழுப்புரம். (2) லோ.ராஜேஷ், 27, மேட்டு தெரு, வீரணாமூர்,செஞ்சி, விழுப்புரம்.: [437, 1209, 765, 1250]
entry-text: ச.கார்த்திக், குளத்துத் தெரு, பென்னகர், செஞ்சி, விழுப்புரம்.: [794, 641, 1122, 667]
entry-label: அமைப்பாளர் :: [1151, 647, 1230, 658]
entry-label: துணை அமைப்பாளர்கள் :: [80, 840, 224, 852]
panchayat-heading: [794, 1721, 1122, 1743]
entry-text: ரா.கிருஷ்ணமூர்த்தி, 75, விநாயகர் கோயில் தெரு, கீழ்த்தாங்கல், பென்னகர்,செஞ்சி, விழுப்புரம்.: [794, 762, 1122, 788]
deputy-organizers-entry: [437, 437, 765, 481]
booth-entry: [1152, 434, 1480, 463]
branch-heading: கூட்டேரிப்பட்டு கிளை – 3: [166, 1160, 322, 1176]
entry-label: அமைப்பாளர் :: [437, 1174, 512, 1186]
entry-label: அமைப்பாளர் :: [1151, 305, 1237, 316]
booth-entry: [1152, 1351, 1480, 1366]
booth-entry: [794, 192, 1122, 222]
panchayat-heading: [1152, 1172, 1480, 1195]
booth-entry: [794, 1178, 1122, 1208]
organizer-entry: [794, 761, 1122, 790]
separator: :: [155, 304, 159, 316]
entry-label: அமைப்பாளர் :: [80, 189, 158, 200]
separator: :: [1226, 1369, 1230, 1380]
branch-heading: வீரணாமூர் வள்ளுவர் கிளை: [518, 1650, 684, 1665]
booth-entry: [1152, 1367, 1480, 1397]
entry-label: துணை அமைப்பாளர்கள் :: [1151, 561, 1297, 572]
deputy-organizers-entry: [437, 1464, 765, 1523]
